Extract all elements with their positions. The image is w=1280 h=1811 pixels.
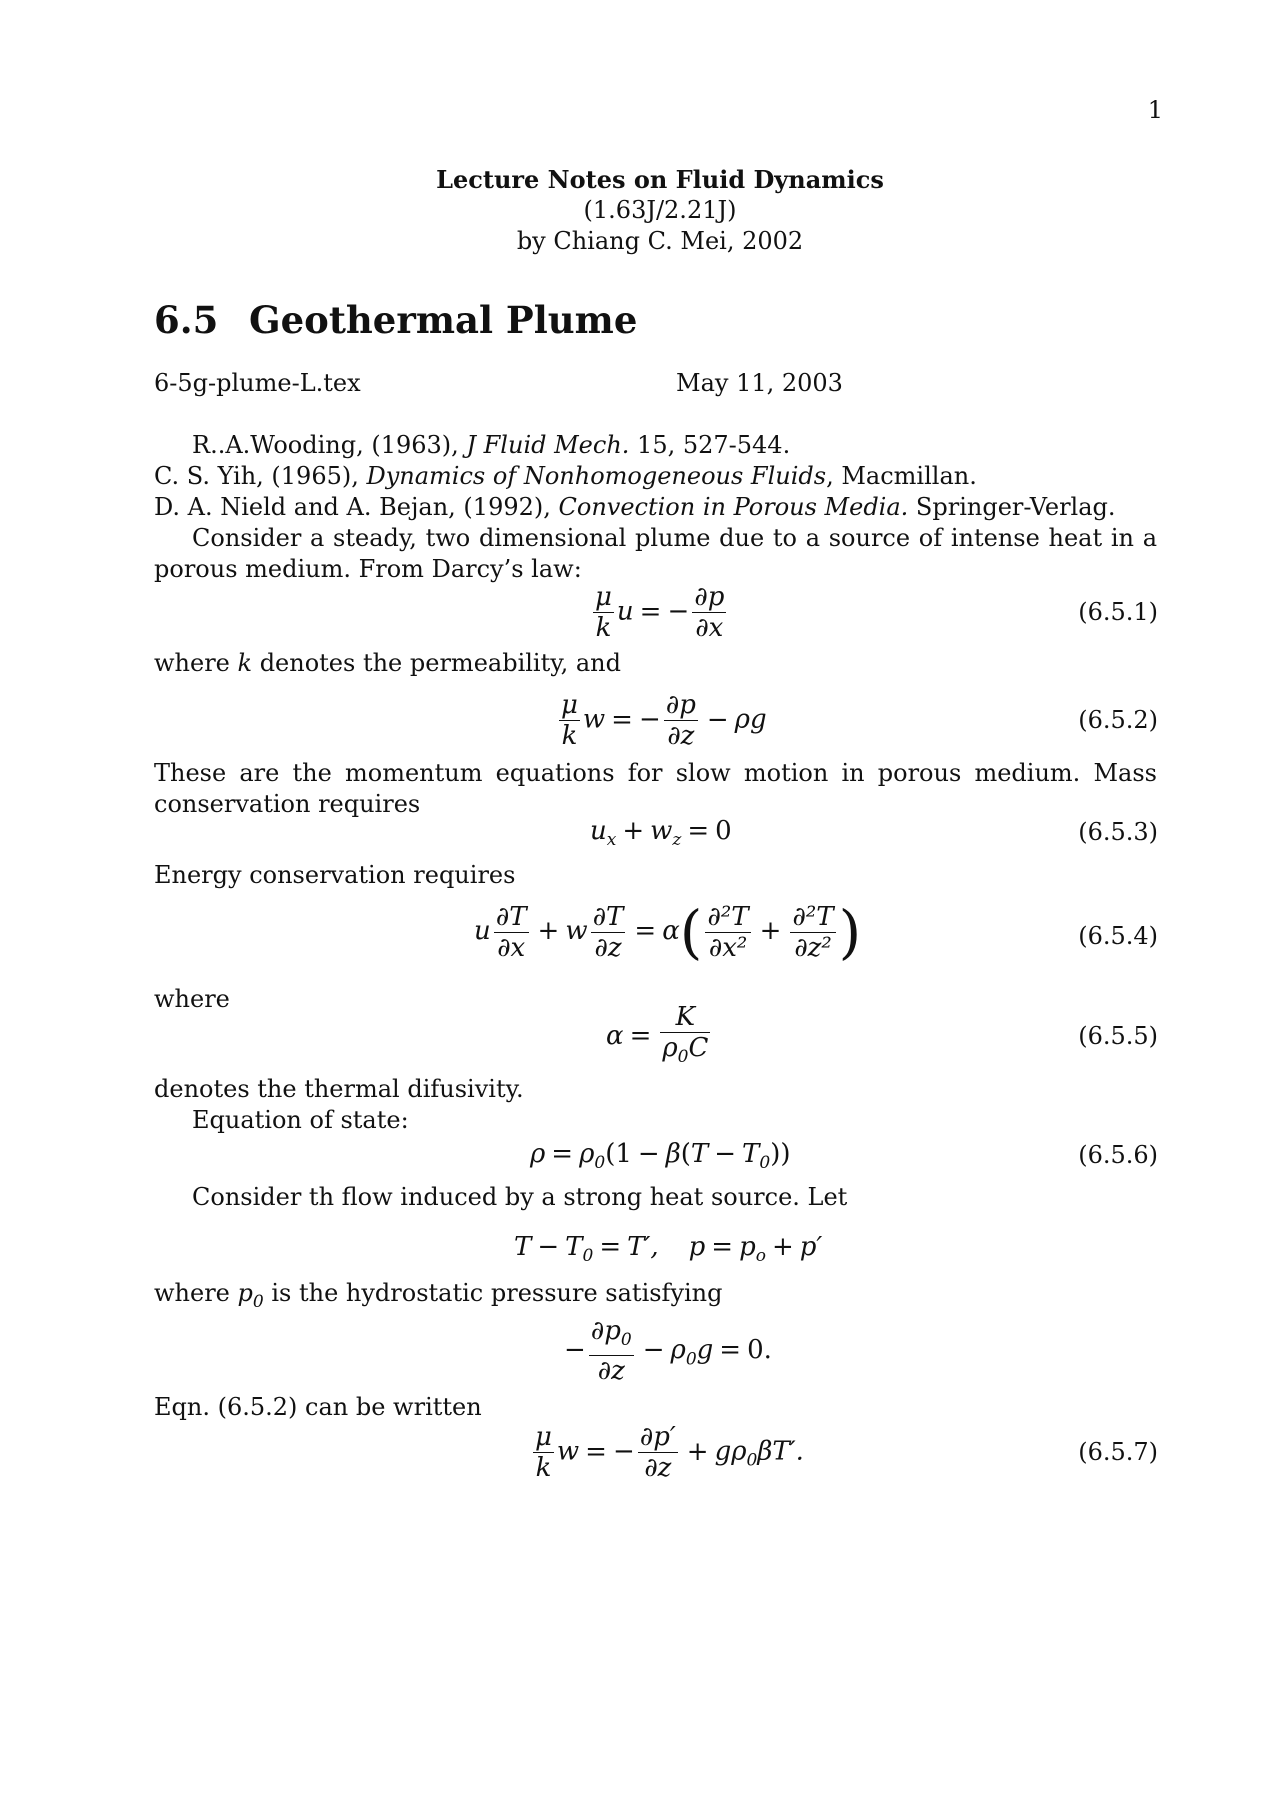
- equation-number: (6.5.6): [1078, 1141, 1158, 1169]
- equation-energy-conservation: u $\frac{\partial T}{\partial x}$ + w $\frac{\partial T}{\partial z}$ = α( $\frac{\text{∂²T}}{\text{∂x²}}$ + $\frac{\text{∂²T}}{\text{∂z²}}$ ): [474, 898, 862, 966]
- byline: by Chiang C. Mei, 2002: [516, 227, 804, 255]
- paragraph-difusivity: denotes the thermal difusivity.: [154, 1075, 524, 1103]
- equation-number: (6.5.3): [1078, 818, 1158, 846]
- paragraph-heat-source: Consider th flow induced by a strong heat source. Let: [192, 1183, 848, 1211]
- paragraph-where: where: [154, 985, 230, 1013]
- equation-thermal-diffusivity: α = $\frac{K}{\rho_0C}$: [606, 1002, 709, 1068]
- equation-hydrostatic: − $\frac{\partial p_0}{\partial z}$ − $\rho_0g = 0$.: [564, 1316, 772, 1387]
- paragraph-intro: Consider a steady, two dimensional plume due to a source of intense heat in a porous medium. From Darcy’s law:: [154, 524, 1157, 583]
- paragraph-momentum: These are the momentum equations for slow motion in porous medium. Mass conservation requires: [154, 759, 1157, 818]
- course-code: (1.63J/2.21J): [583, 196, 737, 224]
- title-block: [0, 164, 1280, 257]
- section-number: 6.5: [154, 298, 219, 342]
- equation-number: (6.5.2): [1078, 706, 1158, 734]
- equation-number: (6.5.4): [1078, 922, 1158, 950]
- reference-item: R..A.Wooding, (1963), J Fluid Mech. 15, 527-544.: [192, 431, 791, 459]
- course-title: Lecture Notes on Fluid Dynamics: [436, 165, 884, 194]
- equation-darcy-z: $\frac{\mu}{k}$ w = − $\frac{\partial p}{\partial z}$ − ρg: [561, 690, 767, 751]
- equation-darcy-x: $\frac{\mu}{k}$ u = − $\frac{\partial p}{\partial x}$: [595, 582, 725, 643]
- paragraph-permeability: where k denotes the permeability, and: [154, 649, 621, 677]
- reference-item: C. S. Yih, (1965), Dynamics of Nonhomogeneous Fluids, Macmillan.: [154, 462, 977, 490]
- equation-mass-conservation: $u_x + w_z = 0$: [590, 816, 732, 851]
- paragraph-energy: Energy conservation requires: [154, 861, 516, 889]
- paragraph-state: Equation of state:: [192, 1106, 409, 1134]
- section-heading: [154, 298, 637, 342]
- equation-number: (6.5.7): [1078, 1438, 1158, 1466]
- equation-buoyancy: $\frac{\mu}{k}$ w = − $\frac{\partial p'}{\partial z}$ + $g\rho_0\beta T'$.: [535, 1422, 804, 1483]
- equation-number: (6.5.1): [1078, 598, 1158, 626]
- equation-number: (6.5.5): [1078, 1022, 1158, 1050]
- source-filename: 6-5g-plume-L.tex: [154, 369, 361, 397]
- equation-of-state: $\rho = \rho_0(1 - \beta(T - T_0))$: [530, 1139, 791, 1174]
- reference-item: D. A. Nield and A. Bejan, (1992), Convection in Porous Media. Springer-Verlag.: [154, 493, 1116, 521]
- paragraph-eqn-rewrite: Eqn. (6.5.2) can be written: [154, 1393, 482, 1421]
- equation-perturbation: $T - T_0 = T'$, $p = p_o + p'$: [514, 1232, 823, 1267]
- section-title: Geothermal Plume: [249, 298, 638, 342]
- paragraph-hydrostatic: where $p_0$ is the hydrostatic pressure satisfying: [154, 1279, 723, 1312]
- document-date: May 11, 2003: [676, 369, 843, 397]
- page-number: 1: [1147, 96, 1163, 124]
